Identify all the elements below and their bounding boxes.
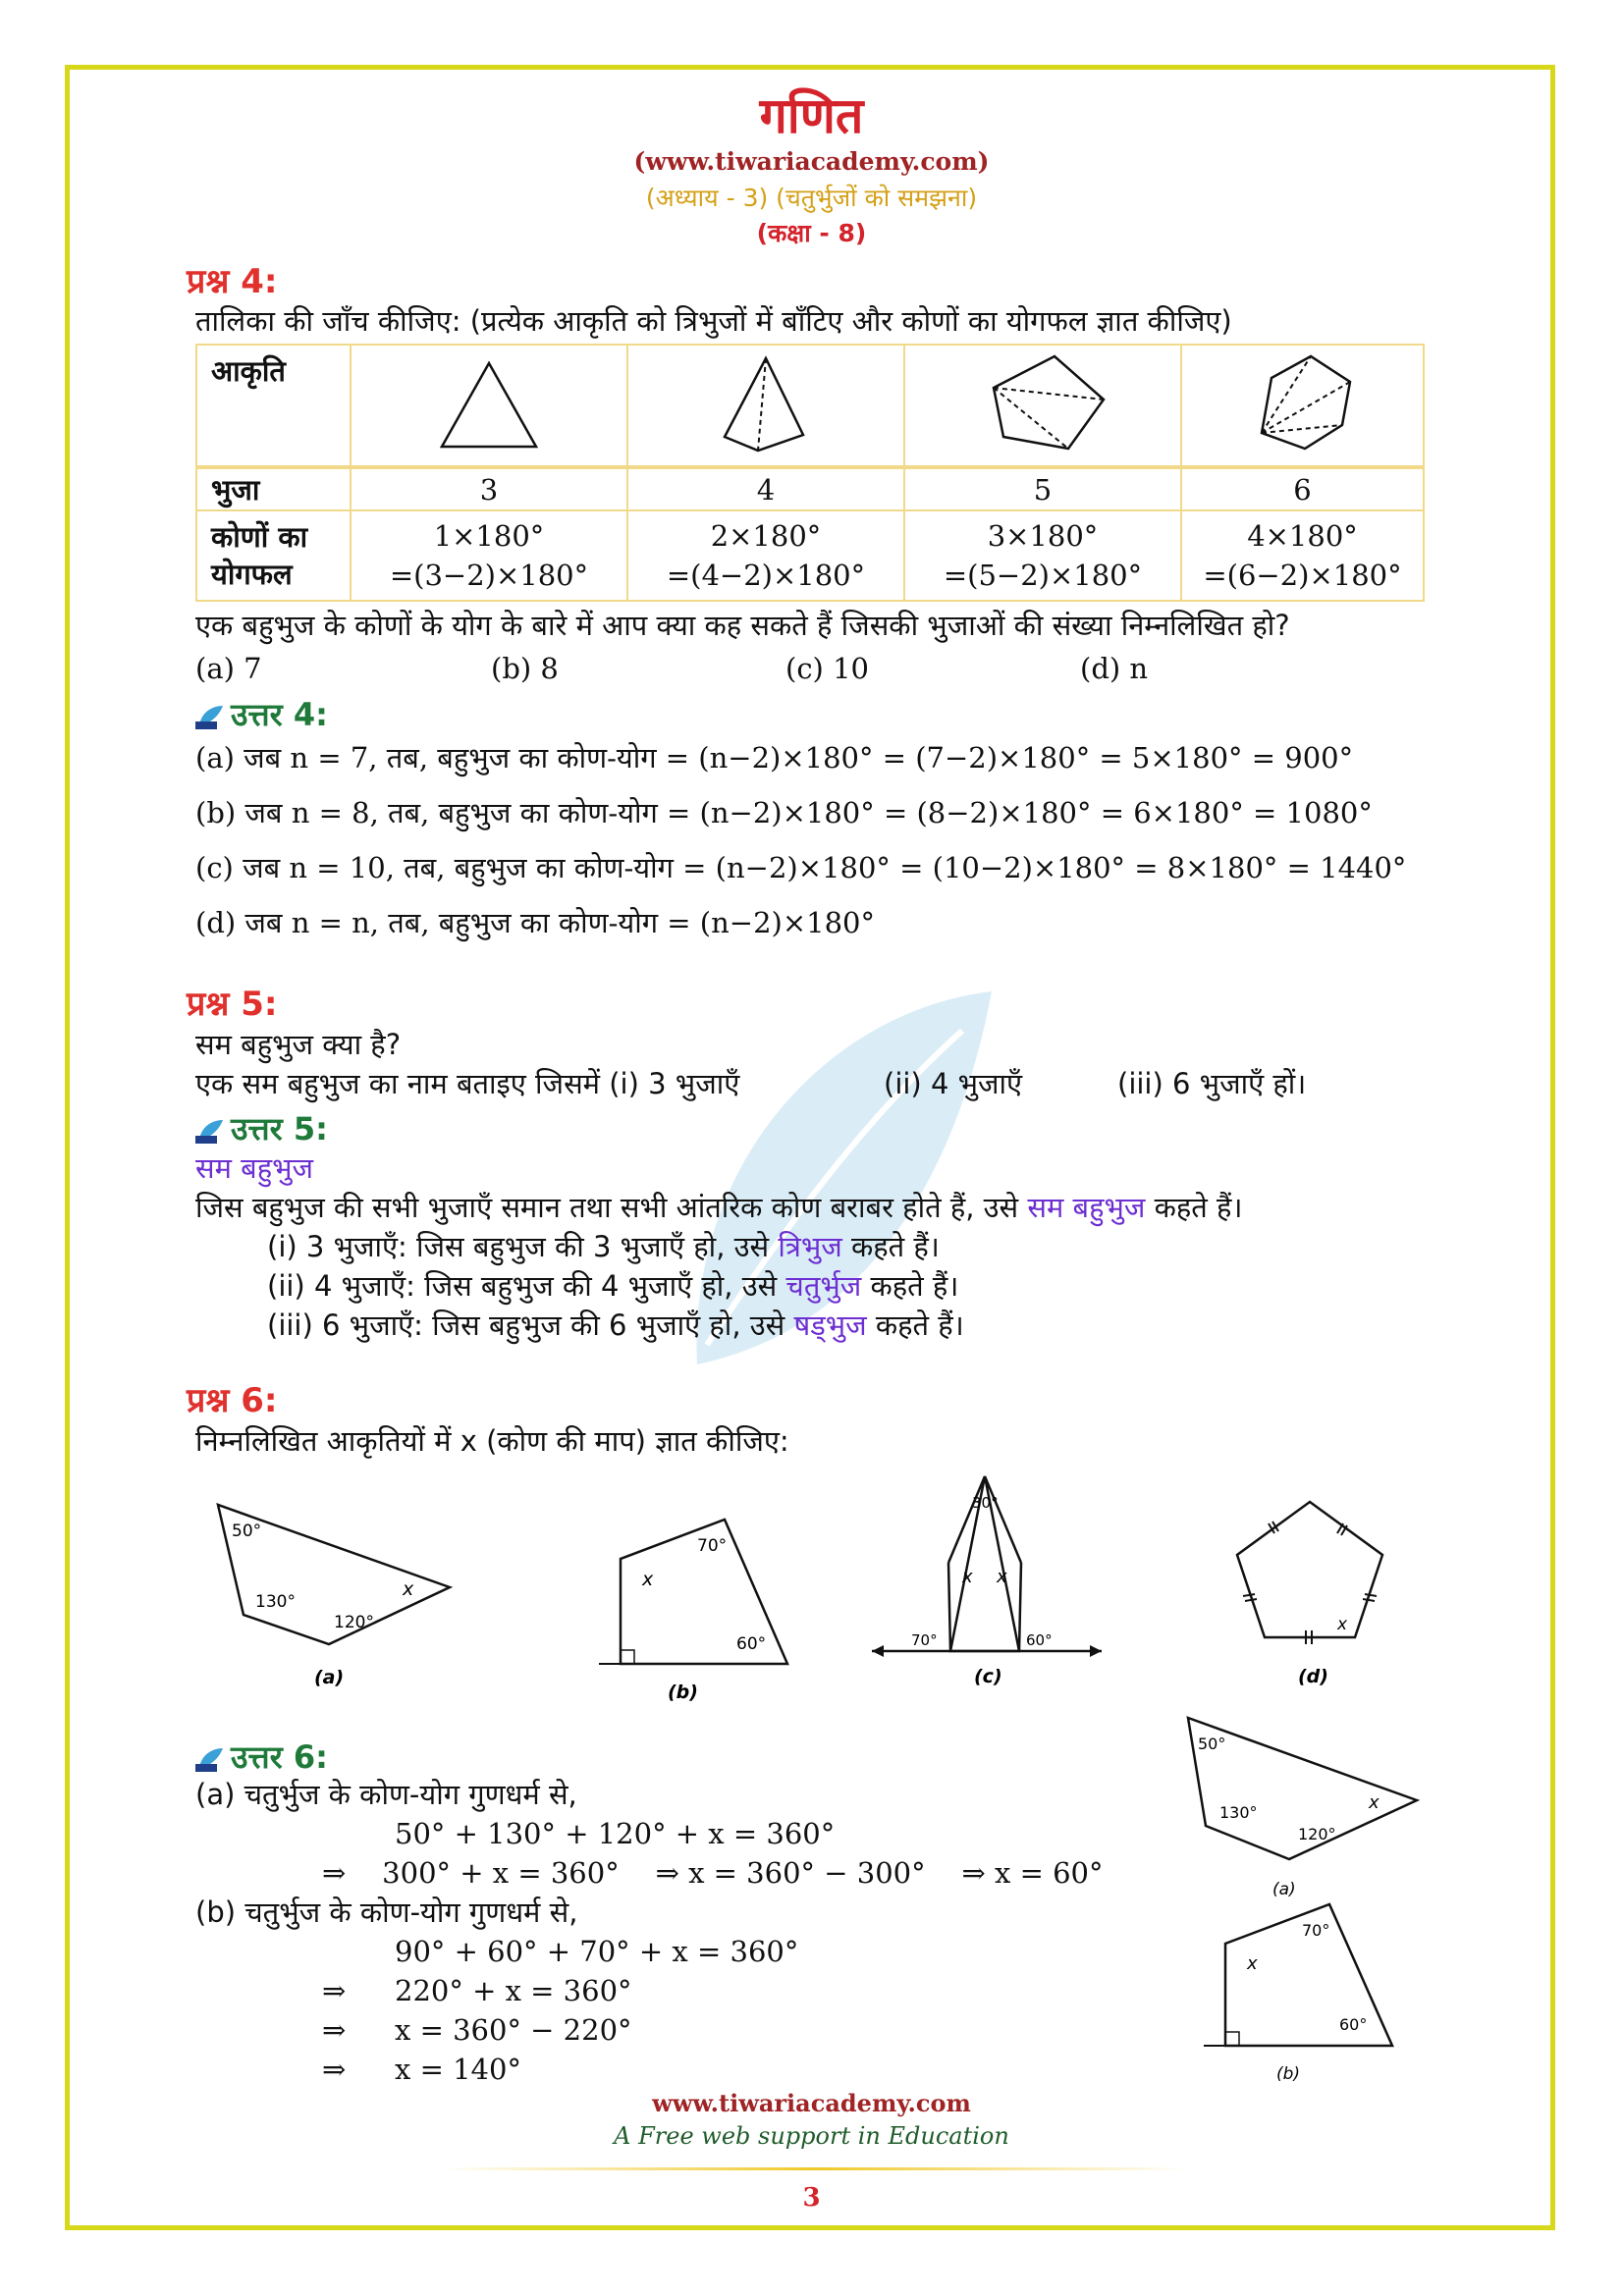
item-text: (ii) 4 भुजाएँ: जिस बहुभुज की 4 भुजाएँ हो, उसे <box>267 1269 786 1303</box>
item-text: (i) 3 भुजाएँ: जिस बहुभुज की 3 भुजाएँ हो, उसे <box>267 1230 779 1263</box>
answer-figure-a <box>1176 1710 1432 1906</box>
answer-5-heading <box>195 1107 328 1149</box>
implies-symbol: ⇒ <box>322 1974 347 2007</box>
figure-quadrilateral <box>627 345 904 467</box>
figure-pentagon <box>904 345 1181 467</box>
regular-polygon-definition <box>195 1188 1242 1227</box>
footer-tagline: A Free web support in Education <box>614 2122 1009 2150</box>
angle-label: x <box>1337 1615 1348 1634</box>
question-5-line2: एक सम बहुभुज का नाम बताइए जिसमें (i) 3 भुजाएँ <box>195 1067 740 1100</box>
answer-figure-b <box>1186 1896 1412 2093</box>
option-b: (b) 8 <box>491 652 559 685</box>
angle-label: x <box>642 1569 654 1590</box>
figure-caption: (c) <box>974 1666 1002 1687</box>
sides-cell: 3 <box>351 467 627 510</box>
question-5-line1: सम बहुभुज क्या है? <box>195 1028 402 1061</box>
answer-6-heading <box>195 1735 328 1778</box>
angle-label: 70° <box>911 1631 938 1649</box>
answer-6b-title: (b) चतुर्भुज के कोण-योग गुणधर्म से, <box>195 1896 578 1929</box>
angle-label: 60° <box>1026 1631 1053 1649</box>
angle-sum-cell <box>627 510 904 601</box>
question-5-line2b: (ii) 4 भुजाएँ <box>884 1067 1023 1100</box>
angle-label: 50° <box>232 1522 262 1541</box>
answer-6-label: उत्तर 6: <box>231 1738 328 1776</box>
answer-5-label: उत्तर 5: <box>231 1110 328 1148</box>
option-d: (d) n <box>1080 652 1149 685</box>
angle-label: 60° <box>736 1634 767 1654</box>
figure-b <box>579 1512 805 1708</box>
answer-4-line-d: (d) जब n = n, तब, बहुभुज का कोण-योग = (n−2)×180° <box>195 906 875 939</box>
option-a: (a) 7 <box>195 652 262 685</box>
angle-label: x <box>403 1578 414 1600</box>
angle-sum-formula: =(6−2)×180° <box>1203 559 1402 592</box>
leaf-logo-icon <box>195 704 225 729</box>
answer-4-line-a: (a) जब n = 7, तब, बहुभुज का कोण-योग = (n−2)×180° = (7−2)×180° = 5×180° = 900° <box>195 741 1354 774</box>
table-label-angle-sum-2: योगफल <box>211 558 293 591</box>
figure-c <box>864 1465 1109 1690</box>
implies-symbol: ⇒ <box>322 2013 347 2047</box>
header-chapter: (अध्याय - 3) (चतुर्भुजों को समझना) <box>645 184 978 212</box>
answer-5-item-1 <box>267 1227 940 1266</box>
figure-caption: (b) <box>668 1682 698 1703</box>
question-5-line2c: (iii) 6 भुजाएँ हों। <box>1117 1067 1307 1100</box>
item-term: त्रिभुज <box>778 1230 842 1263</box>
angle-sum-line: 4×180° <box>1247 519 1358 553</box>
question-4-instruction: तालिका की जाँच कीजिए: (प्रत्येक आकृति को त्रिभुजों में बाँटिए और कोणों का योगफल ज्ञात कीजिए) <box>195 304 1232 338</box>
leaf-logo-icon <box>195 1746 225 1772</box>
figure-hexagon <box>1181 345 1424 467</box>
answer-5-item-2 <box>267 1266 958 1306</box>
angle-sum-formula: =(3−2)×180° <box>389 559 589 592</box>
item-term: चतुर्भुज <box>785 1269 862 1303</box>
question-6-instruction: निम्नलिखित आकृतियों में x (कोण की माप) ज्ञात कीजिए: <box>195 1424 789 1458</box>
angle-label: 60° <box>1339 2015 1368 2034</box>
angle-label: 120° <box>334 1613 374 1632</box>
angle-label: x <box>997 1567 1007 1587</box>
answer-6b-eq4: x = 140° <box>395 2053 521 2086</box>
figure-caption: (d) <box>1298 1666 1328 1687</box>
angle-sum-formula: =(5−2)×180° <box>943 559 1143 592</box>
item-text-end: कहते हैं। <box>866 1308 964 1342</box>
item-text-end: कहते हैं। <box>841 1230 940 1263</box>
implies-symbol: ⇒ <box>322 2053 347 2086</box>
angle-label: 50° <box>1198 1735 1226 1753</box>
question-5-heading: प्रश्न 5: <box>187 985 278 1024</box>
figure-d <box>1217 1490 1404 1691</box>
answer-4-label: उत्तर 4: <box>231 696 328 733</box>
angle-sum-cell <box>904 510 1181 601</box>
answer-5-item-3 <box>267 1306 964 1345</box>
answer-6b-eq3: x = 360° − 220° <box>395 2013 632 2047</box>
figure-triangle <box>351 345 627 467</box>
item-text: (iii) 6 भुजाएँ: जिस बहुभुज की 6 भुजाएँ हो, उसे <box>267 1308 794 1342</box>
angle-sum-line: 3×180° <box>987 519 1099 553</box>
page-title: गणित <box>759 87 864 144</box>
angle-sum-cell <box>351 510 627 601</box>
angle-label: x <box>1247 1953 1258 1974</box>
answer-4-line-b: (b) जब n = 8, तब, बहुभुज का कोण-योग = (n−2)×180° = (8−2)×180° = 6×180° = 1080° <box>195 796 1373 829</box>
item-term: षड्भुज <box>793 1308 867 1342</box>
footer-site-link[interactable]: www.tiwariacademy.com <box>652 2089 971 2117</box>
answer-6a-title: (a) चतुर्भुज के कोण-योग गुणधर्म से, <box>195 1778 577 1811</box>
angle-label: x <box>962 1567 973 1587</box>
table-label-sides: भुजा <box>196 467 351 510</box>
figure-a <box>206 1497 461 1693</box>
page-number: 3 <box>802 2183 821 2213</box>
angle-label: x <box>1369 1792 1380 1813</box>
answer-4-heading <box>195 693 328 735</box>
angle-label: 30° <box>972 1494 999 1512</box>
angle-sum-cell <box>1181 510 1424 601</box>
header-class: (कक्षा - 8) <box>756 219 867 247</box>
angle-label: 130° <box>1219 1803 1258 1822</box>
regular-polygon-term: सम बहुभुज <box>195 1151 314 1185</box>
question-4-text: एक बहुभुज के कोणों के योग के बारे में आप क्या कह सकते हैं जिसकी भुजाओं की संख्या निम्नलिखित हो? <box>195 609 1290 642</box>
angle-label: 70° <box>1302 1921 1330 1940</box>
angle-label: 130° <box>255 1592 296 1612</box>
sides-cell: 4 <box>627 467 904 510</box>
item-text-end: कहते हैं। <box>861 1269 959 1303</box>
answer-4-line-c: (c) जब n = 10, तब, बहुभुज का कोण-योग = (n−2)×180° = (10−2)×180° = 8×180° = 1440° <box>195 851 1407 884</box>
answer-6a-eq1: 50° + 130° + 120° + x = 360° <box>395 1817 836 1850</box>
table-label-figure: आकृति <box>196 345 351 467</box>
option-c: (c) 10 <box>785 652 869 685</box>
angle-sum-line: 1×180° <box>433 519 545 553</box>
table-label-angle-sum <box>196 510 351 601</box>
angle-sum-line: 2×180° <box>710 519 822 553</box>
sides-cell: 6 <box>1181 467 1424 510</box>
answer-6b-eq1: 90° + 60° + 70° + x = 360° <box>395 1935 799 1968</box>
question-4-heading: प्रश्न 4: <box>187 262 278 301</box>
table-label-angle-sum-1: कोणों का <box>211 520 308 554</box>
definition-term: सम बहुभुज <box>1027 1191 1146 1224</box>
definition-text-end: कहते हैं। <box>1145 1191 1243 1224</box>
figure-caption: (a) <box>1272 1880 1296 1899</box>
angle-label: 70° <box>697 1536 728 1556</box>
figure-caption: (a) <box>314 1667 345 1688</box>
header-site[interactable]: (www.tiwariacademy.com) <box>633 147 990 176</box>
question-6-heading: प्रश्न 6: <box>187 1381 278 1420</box>
footer-divider <box>442 2167 1188 2170</box>
definition-text: जिस बहुभुज की सभी भुजाएँ समान तथा सभी आंतरिक कोण बराबर होते हैं, उसे <box>195 1191 1028 1224</box>
angle-sum-table <box>195 344 1425 602</box>
sides-cell: 5 <box>904 467 1181 510</box>
leaf-logo-icon <box>195 1118 225 1144</box>
figure-caption: (b) <box>1276 2064 1301 2084</box>
answer-6b-eq2: 220° + x = 360° <box>395 1974 632 2007</box>
angle-sum-formula: =(4−2)×180° <box>666 559 866 592</box>
angle-label: 120° <box>1298 1825 1336 1843</box>
answer-6a-eq2: ⇒ 300° + x = 360° ⇒ x = 360° − 300° ⇒ x = 60° <box>322 1856 1104 1890</box>
